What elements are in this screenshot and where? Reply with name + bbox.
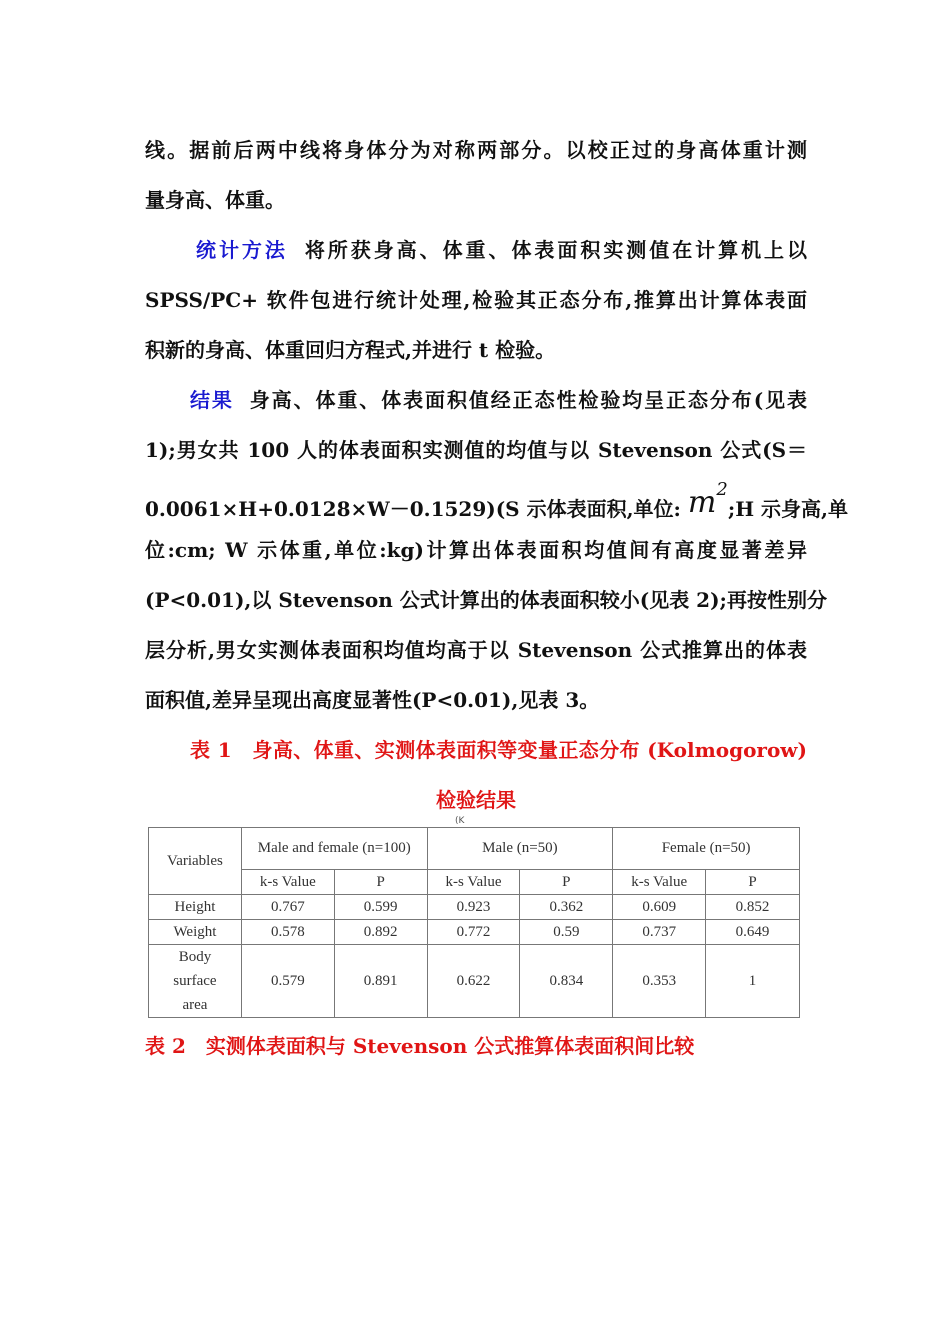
table-cell: 1 [706, 945, 800, 1018]
header-group-female: Female (n=50) [613, 828, 800, 870]
table-cell: 0.772 [427, 920, 520, 945]
section-heading-results: 结果 [190, 388, 234, 412]
body-text-line: 位:cm; W 示体重,单位:kg)计算出体表面积均值间有高度显著差异 [145, 538, 807, 562]
body-text: ;H 示身高,单 [727, 497, 849, 521]
table-cell: 0.599 [334, 895, 427, 920]
table-cell: 0.649 [706, 920, 800, 945]
header-variables: Variables [149, 828, 242, 895]
body-text: 将所获身高、体重、体表面积实测值在计算机上以 [301, 238, 808, 262]
body-text-line: 线。据前后两中线将身体分为对称两部分。以校正过的身高体重计测 [145, 138, 807, 162]
table-cell: 0.892 [334, 920, 427, 945]
header-p: P [520, 870, 613, 895]
table1-caption: 表 1 身高、体重、实测体表面积等变量正态分布 (Kolmogorow) [190, 738, 807, 762]
header-group-all: Male and female (n=100) [241, 828, 427, 870]
body-text-line: 积新的身高、体重回归方程式,并进行 t 检验。 [145, 338, 556, 362]
row-label-line: area [182, 997, 208, 1013]
body-text-line: 量身高、体重。 [145, 188, 285, 212]
row-label-line: surface [173, 973, 217, 989]
header-p: P [706, 870, 800, 895]
table-cell: 0.891 [334, 945, 427, 1018]
table-cell: 0.609 [613, 895, 706, 920]
statistics-paragraph-first-line [196, 236, 807, 264]
table-row [149, 895, 800, 920]
table-cell: 0.834 [520, 945, 613, 1018]
table-cell: 0.852 [706, 895, 800, 920]
table2-caption: 表 2 实测体表面积与 Stevenson 公式推算体表面积间比较 [145, 1034, 695, 1058]
header-ks-value: k-s Value [613, 870, 706, 895]
table-cell: 0.579 [241, 945, 334, 1018]
body-text-line: 1);男女共 100 人的体表面积实测值的均值与以 Stevenson 公式(S＝ [145, 438, 807, 462]
ks-test-table [148, 827, 800, 1018]
body-text: 0.0061×H+0.0128×W－0.1529)(S 示体表面积,单位: [145, 497, 681, 521]
body-text-line: 面积值,差异呈现出高度显著性(P<0.01),见表 3。 [145, 688, 600, 712]
table1-caption-continued: 检验结果 [436, 788, 516, 812]
body-text-line: 层分析,男女实测体表面积均值均高于以 Stevenson 公式推算出的体表 [145, 638, 807, 662]
table-row [149, 920, 800, 945]
results-paragraph-first-line [190, 386, 807, 414]
header-p: P [334, 870, 427, 895]
caption-artifact: (K [455, 816, 465, 826]
section-heading-statistics: 统计方法 [196, 238, 288, 262]
table-cell: 0.737 [613, 920, 706, 945]
body-text-line: SPSS/PC+ 软件包进行统计处理,检验其正态分布,推算出计算体表面 [145, 288, 807, 312]
row-label [149, 945, 242, 1018]
table-cell: 0.59 [520, 920, 613, 945]
table-cell: 0.578 [241, 920, 334, 945]
row-label-line: Body [178, 949, 212, 965]
table-row [149, 945, 800, 1018]
table-cell: 0.362 [520, 895, 613, 920]
header-group-male: Male (n=50) [427, 828, 613, 870]
table-cell: 0.767 [241, 895, 334, 920]
table-cell: 0.923 [427, 895, 520, 920]
header-ks-value: k-s Value [427, 870, 520, 895]
table-cell: 0.353 [613, 945, 706, 1018]
body-text: 身高、体重、体表面积值经正态性检验均呈正态分布(见表 [247, 388, 807, 412]
unit-square-meter: $m^2$ [687, 479, 728, 520]
body-text-line: (P<0.01),以 Stevenson 公式计算出的体表面积较小(见表 2);再按性别分 [145, 588, 827, 612]
row-label: Height [149, 895, 242, 920]
table-cell: 0.622 [427, 945, 520, 1018]
formula-line [145, 479, 849, 523]
row-label: Weight [149, 920, 242, 945]
header-ks-value: k-s Value [241, 870, 334, 895]
